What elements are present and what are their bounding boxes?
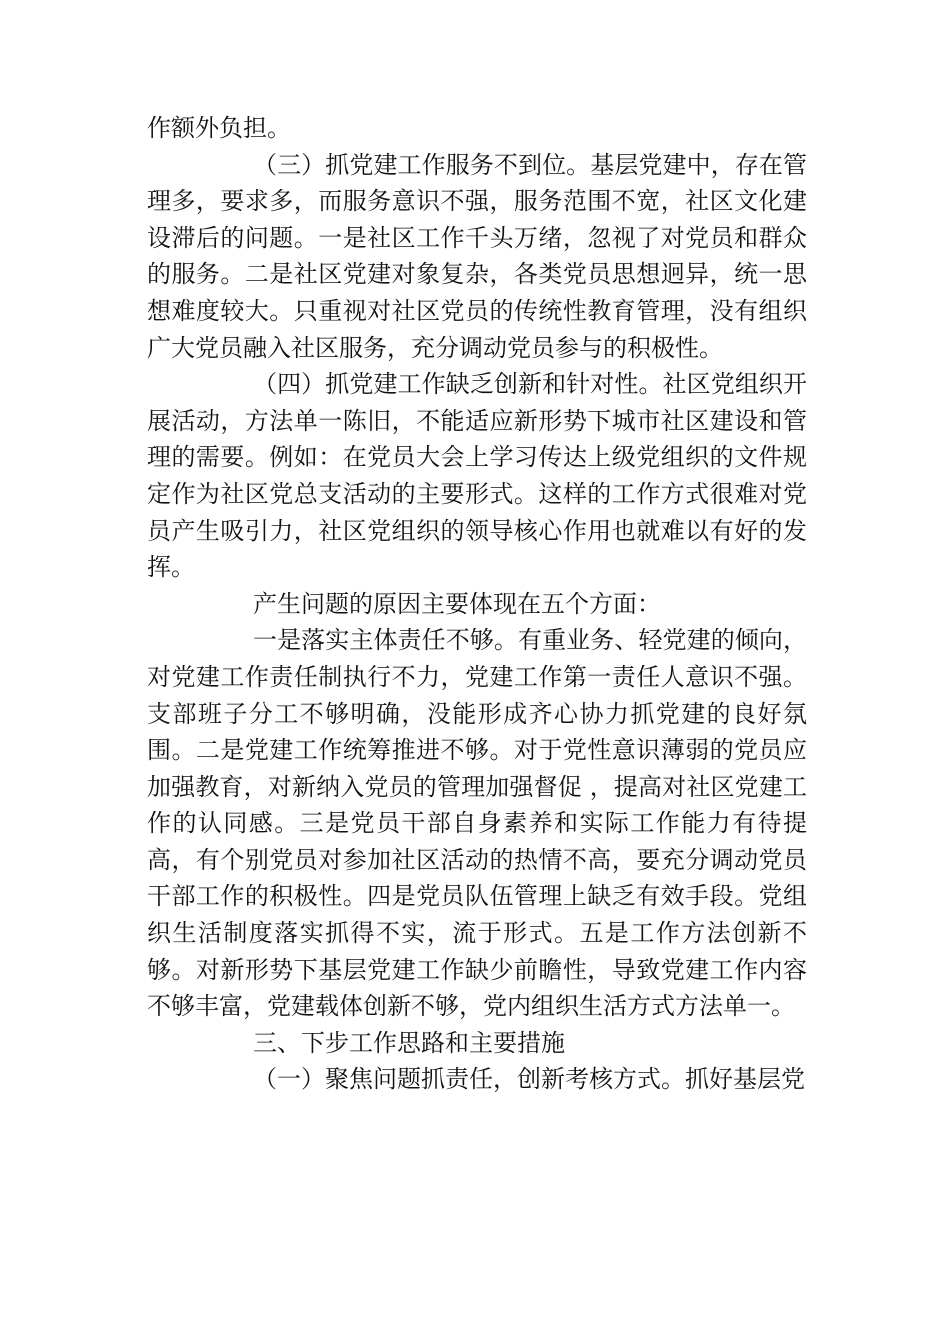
paragraph-causes-intro: 产生问题的原因主要体现在五个方面： [253,589,661,618]
document-body [147,110,807,1098]
paragraph-measure-one: （一）聚焦问题抓责任，创新考核方式。抓好基层党 [253,1065,805,1094]
paragraph-causes-detail: 一是落实主体责任不够。有重业务、轻党建的倾向，对党建工作责任制执行不力，党建工作第一责任人意识不强。支部班子分工不够明确，没能形成齐心协力抓党建的良好氛围。二是党建工作统筹推进不够。对于党性意识薄弱的党员应加强教育，对新纳入党员的管理加强督促 ，提高对社区党建工作的认同感。三是党员干部自身素养和实际工作能力有待提高，有个别党员对参加社区活动的热情不高，要充分调动党员干部工作的积极性。四是党员队伍管理上缺乏有效手段。党组织生活制度落实抓得不实，流于形式。五是工作方法创新不够。对新形势下基层党建工作缺少前瞻性，导致党建工作内容不够丰富，党建载体创新不够，党内组织生活方式方法单一。 [147,626,807,1021]
section-heading-next-steps: 三、下步工作思路和主要措施 [253,1028,565,1057]
paragraph-continuation: 作额外负担。 [147,114,291,142]
paragraph-service-issue: （三）抓党建工作服务不到位。基层党建中，存在管理多，要求多，而服务意识不强，服务范围不宽，社区文化建设滞后的问题。一是社区工作千头万绪，忽视了对党员和群众的服务。二是社区党建对象复杂，各类党员思想迥异，统一思想难度较大。只重视对社区党员的传统性教育管理，没有组织广大党员融入社区服务，充分调动党员参与的积极性。 [147,150,807,362]
paragraph-innovation-issue: （四）抓党建工作缺乏创新和针对性。社区党组织开展活动，方法单一陈旧，不能适应新形势下城市社区建设和管理的需要。例如：在党员大会上学习传达上级党组织的文件规定作为社区党总支活动的主要形式。这样的工作方式很难对党员产生吸引力，社区党组织的领导核心作用也就难以有好的发挥。 [147,370,807,582]
